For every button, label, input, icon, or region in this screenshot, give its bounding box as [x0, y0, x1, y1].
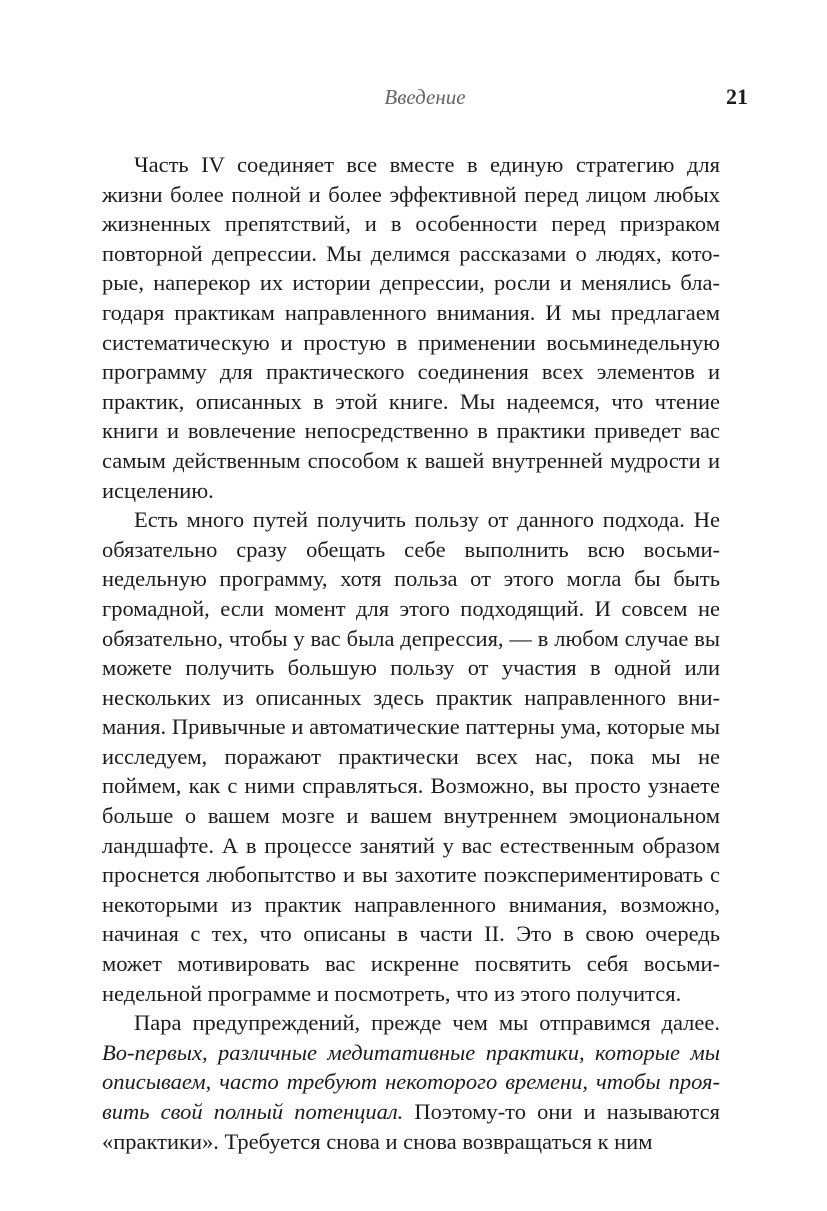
- paragraph-2: Есть много путей получить пользу от данного подхода. Не обязательно сразу обещать себе выполнить всю восьминедельную программу, хотя польза от этого могла бы быть громадной, если момент для этого подходящий. И совсем не обязательно, чтобы у вас была депрессия, — в любом случае вы можете получить большую пользу от участия в одной или нескольких из описанных здесь практик направленного внимания. Привычные и автоматические паттерны ума, которые мы исследуем, поражают практически всех нас, пока мы не поймем, как с ними справляться. Возможно, вы просто узнаете больше о вашем мозге и вашем внутреннем эмоциональном ландшафте. А в процессе занятий у вас естественным образом проснется любопытство и вы захотите поэкспериментировать с некоторыми из практик направленного внимания, возможно, начиная с тех, что описаны в части II. Это в свою очередь может мотивировать вас искренне посвятить себя восьминедельной программе и посмотреть, что из этого получится.: [102, 507, 720, 1006]
- body-text: [102, 150, 720, 1156]
- paragraph-1: Часть IV соединяет все вместе в единую стратегию для жизни более полной и более эффективной перед лицом любых жизненных препятствий, и в особенности перед призраком повторной депрессии. Мы делимся рассказами о людях, которые, наперекор их истории депрессии, росли и менялись благодаря практикам направленного внимания. И мы предлагаем систематическую и простую в применении восьминедельную программу для практического соединения всех элементов и практик, описанных в этой книге. Мы надеемся, что чтение книги и вовлечение непосредственно в практики приведет вас самым действенным способом к вашей внутренней мудрости и исцелению.: [102, 152, 720, 503]
- paragraph-3-tail: Поэтому-то они и называются «практики». Требуется снова и снова возвращаться к ним: [102, 1099, 720, 1154]
- paragraph-3: [102, 1008, 720, 1156]
- paragraph-3-lead: Пара предупреждений, прежде чем мы отправимся далее.: [134, 1010, 720, 1036]
- running-head: [102, 82, 748, 112]
- page-number: 21: [726, 84, 748, 109]
- paragraph-3-emphasis: Во-первых, различные медитативные практики, которые мы описываем, часто требуют некоторого времени, чтобы проявить свой полный потенциал.: [102, 1039, 720, 1124]
- section-title: Введение: [384, 85, 466, 109]
